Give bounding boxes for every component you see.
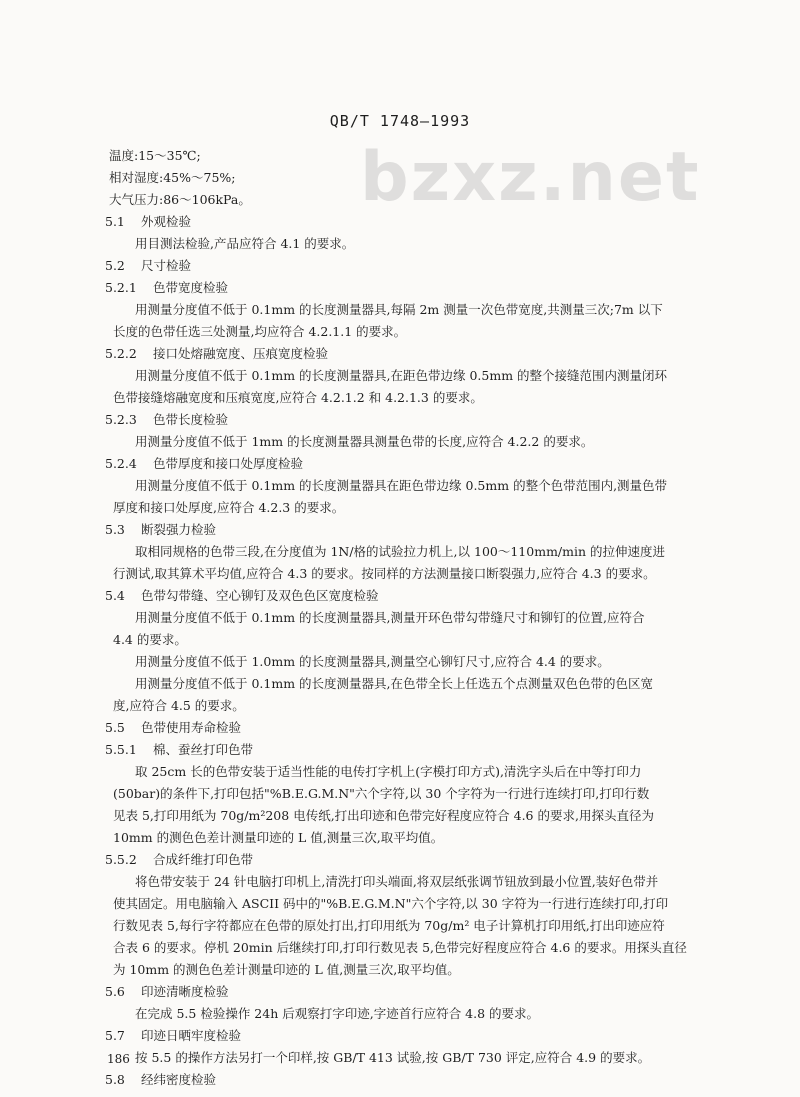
body-text-line: 厚度和接口处厚度,应符合 4.2.3 的要求。 (113, 500, 345, 515)
section-heading (105, 343, 705, 365)
standard-number-header: QB/T 1748—1993 (329, 112, 471, 130)
body-text-line: 将色带安装于 24 针电脑打印机上,清洗打印头端面,将双层纸张调节钮放到最小位置,装好色带并 (135, 874, 659, 889)
section-number: 5.8 (105, 1072, 125, 1087)
section-number: 5.6 (105, 984, 125, 999)
section-number: 5.3 (105, 522, 125, 537)
section-number: 5.4 (105, 588, 125, 603)
section (105, 255, 705, 277)
section-number: 5.2.3 (105, 412, 137, 427)
section-title: 色带使用寿命检验 (141, 720, 242, 735)
section (105, 1069, 705, 1091)
section (105, 1025, 705, 1069)
section (105, 717, 705, 739)
body-text-line: 取相同规格的色带三段,在分度值为 1N/格的试验拉力机上,以 100～110mm/min 的拉伸速度进 (135, 544, 666, 559)
section-title: 合成纤维打印色带 (153, 852, 254, 867)
section-heading (105, 409, 705, 431)
section-number: 5.2.1 (105, 280, 137, 295)
section-title: 印迹日晒牢度检验 (141, 1028, 242, 1043)
section-number: 5.2.2 (105, 346, 137, 361)
section-title: 印迹清晰度检验 (141, 984, 229, 999)
section-heading (105, 717, 705, 739)
body-text-line: 用测量分度值不低于 1.0mm 的长度测量器具,测量空心铆钉尺寸,应符合 4.4 的要求。 (135, 654, 610, 669)
section-heading (105, 981, 705, 1003)
section-title: 色带长度检验 (153, 412, 229, 427)
condition-humidity: 相对湿度:45%～75%; (109, 170, 236, 185)
section (105, 981, 705, 1025)
section-heading (105, 453, 705, 475)
condition-pressure: 大气压力:86～106kPa。 (109, 192, 251, 207)
body-text-line: 取 25cm 长的色带安装于适当性能的电传打字机上(字模打印方式),清洗字头后在中等打印力 (135, 764, 642, 779)
section (105, 211, 705, 255)
section-heading (105, 211, 705, 233)
section-number: 5.1 (105, 214, 125, 229)
section (105, 519, 705, 585)
section (105, 739, 705, 849)
body-text-line: 行测试,取其算术平均值,应符合 4.3 的要求。按同样的方法测量接口断裂强力,应符合 4.3 的要求。 (113, 566, 656, 581)
document-body (105, 145, 705, 1091)
body-text-line: 用测量分度值不低于 0.1mm 的长度测量器具,测量开环色带勾带缝尺寸和铆钉的位置,应符合 (135, 610, 645, 625)
section-heading (105, 1069, 705, 1091)
section (105, 453, 705, 519)
body-text-line: (50bar)的条件下,打印包括"%B.E.G.M.N"六个字符,以 30 个字符为一行进行连续打印,打印行数 (113, 786, 650, 801)
section (105, 277, 705, 343)
section-title: 色带宽度检验 (153, 280, 229, 295)
section-title: 经纬密度检验 (141, 1072, 217, 1087)
sections-list (105, 211, 705, 1091)
section-heading (105, 1025, 705, 1047)
page-number: 186 (107, 1052, 130, 1066)
body-text-line: 用测量分度值不低于 0.1mm 的长度测量器具,在色带全长上任选五个点测量双色色带的色区宽 (135, 676, 654, 691)
body-text-line: 在完成 5.5 检验操作 24h 后观察打字印迹,字迹首行应符合 4.8 的要求。 (135, 1006, 540, 1021)
body-text-line: 按 5.5 的操作方法另打一个印样,按 GB/T 413 试验,按 GB/T 730 评定,应符合 4.9 的要求。 (135, 1050, 651, 1065)
body-text-line: 4.4 的要求。 (113, 632, 187, 647)
body-text-line: 度,应符合 4.5 的要求。 (113, 698, 245, 713)
section-number: 5.7 (105, 1028, 125, 1043)
section-heading (105, 585, 705, 607)
section-title: 外观检验 (141, 214, 192, 229)
section (105, 585, 705, 717)
section-heading (105, 739, 705, 761)
section-heading (105, 849, 705, 871)
section-number: 5.2.4 (105, 456, 137, 471)
body-text-line: 色带接缝熔融宽度和压痕宽度,应符合 4.2.1.2 和 4.2.1.3 的要求。 (113, 390, 483, 405)
body-text-line: 行数见表 5,每行字符都应在色带的原处打出,打印用纸为 70g/m² 电子计算机打印用纸,打出印迹应符 (113, 918, 665, 933)
section-title: 棉、蚕丝打印色带 (153, 742, 254, 757)
section-heading (105, 519, 705, 541)
section-title: 接口处熔融宽度、压痕宽度检验 (153, 346, 329, 361)
section-title: 尺寸检验 (141, 258, 192, 273)
section-number: 5.5.2 (105, 852, 137, 867)
body-text-line: 用目测法检验,产品应符合 4.1 的要求。 (135, 236, 355, 251)
section-heading (105, 255, 705, 277)
body-text-line: 用测量分度值不低于 0.1mm 的长度测量器具,在距色带边缘 0.5mm 的整个接缝范围内测量闭环 (135, 368, 668, 383)
section (105, 409, 705, 453)
body-text-line: 10mm 的测色色差计测量印迹的 L 值,测量三次,取平均值。 (113, 830, 444, 845)
body-text-line: 见表 5,打印用纸为 70g/m²208 电传纸,打出印迹和色带完好程度应符合 4.6 的要求,用探头直径为 (113, 808, 654, 823)
watermark: bzxz.net (360, 138, 701, 217)
body-text-line: 为 10mm 的测色色差计测量印迹的 L 值,测量三次,取平均值。 (113, 962, 460, 977)
body-text-line: 用测量分度值不低于 0.1mm 的长度测量器具在距色带边缘 0.5mm 的整个色带范围内,测量色带 (135, 478, 668, 493)
body-text-line: 使其固定。用电脑输入 ASCII 码中的"%B.E.G.M.N"六个字符,以 30 字符为一行进行连续打印,打印 (113, 896, 669, 911)
body-text-line: 用测量分度值不低于 1mm 的长度测量器具测量色带的长度,应符合 4.2.2 的要求。 (135, 434, 594, 449)
condition-temperature: 温度:15～35℃; (109, 148, 201, 163)
body-text-line: 长度的色带任选三处测量,均应符合 4.2.1.1 的要求。 (113, 324, 407, 339)
section-heading (105, 277, 705, 299)
section-title: 断裂强力检验 (141, 522, 217, 537)
section (105, 849, 705, 981)
body-text-line: 合表 6 的要求。停机 20min 后继续打印,打印行数见表 5,色带完好程度应符合 4.6 的要求。用探头直径 (113, 940, 687, 955)
section-title: 色带厚度和接口处厚度检验 (153, 456, 304, 471)
section-title: 色带勾带缝、空心铆钉及双色色区宽度检验 (141, 588, 379, 603)
section-number: 5.5.1 (105, 742, 137, 757)
section-number: 5.2 (105, 258, 125, 273)
body-text-line: 用测量分度值不低于 0.1mm 的长度测量器具,每隔 2m 测量一次色带宽度,共测量三次;7m 以下 (135, 302, 663, 317)
section (105, 343, 705, 409)
section-number: 5.5 (105, 720, 125, 735)
test-conditions (105, 145, 705, 211)
